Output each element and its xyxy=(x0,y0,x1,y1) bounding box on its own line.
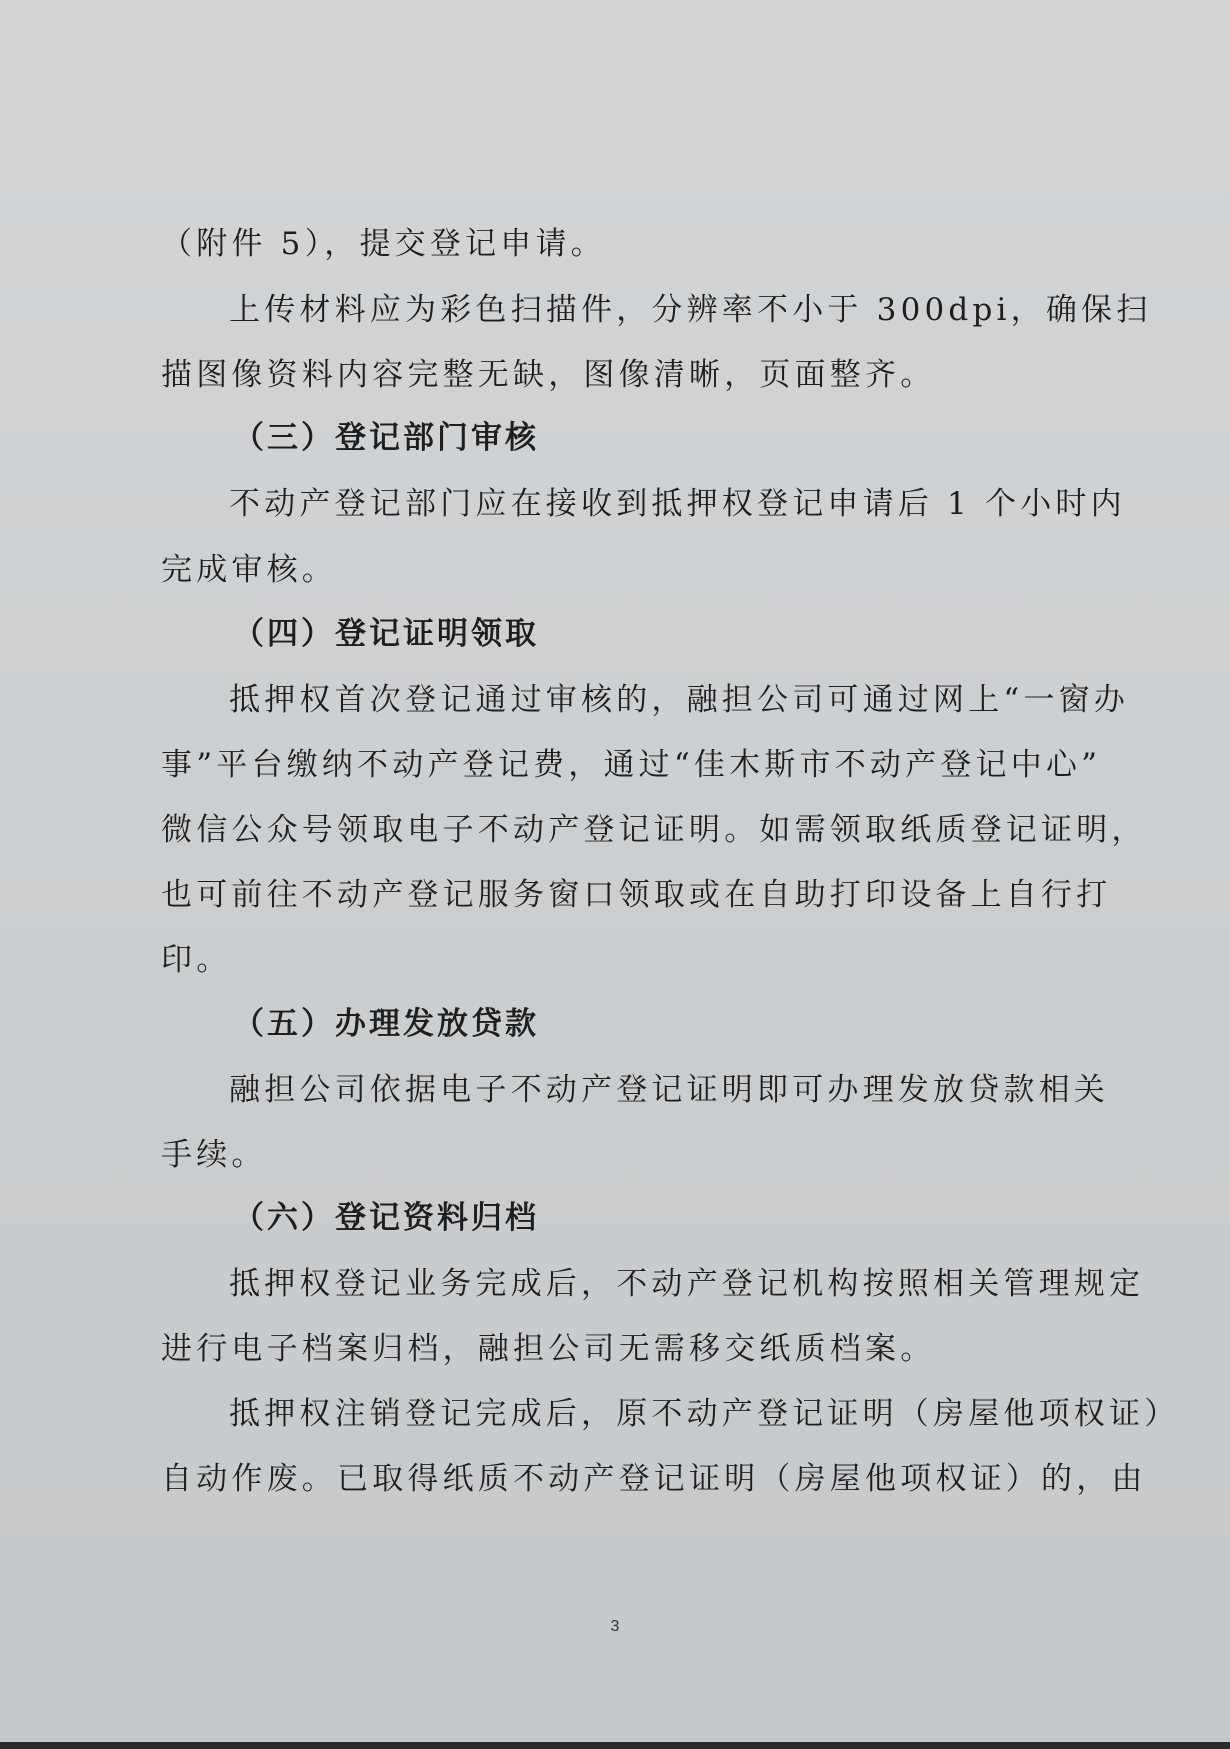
text-line: 也可前往不动产登记服务窗口领取或在自助打印设备上自行打 xyxy=(161,877,1112,913)
text-line: 完成审核。 xyxy=(161,552,337,588)
section-heading: （三）登记部门审核 xyxy=(233,420,539,456)
scan-edge xyxy=(0,1742,1230,1749)
section-heading: （四）登记证明领取 xyxy=(233,616,539,652)
text-line: 事”平台缴纳不动产登记费，通过“佳木斯市不动产登记中心” xyxy=(161,747,1102,783)
text-line: 上传材料应为彩色扫描件，分辨率不小于 300dpi，确保扫 xyxy=(229,292,1152,328)
text-line: 进行电子档案归档，融担公司无需移交纸质档案。 xyxy=(161,1331,936,1367)
page-number: 3 xyxy=(610,1618,620,1635)
text-line: 微信公众号领取电子不动产登记证明。如需领取纸质登记证明， xyxy=(161,812,1147,848)
text-line: 抵押权首次登记通过审核的，融担公司可通过网上“一窗办 xyxy=(229,682,1130,718)
text-line: 手续。 xyxy=(161,1137,267,1173)
section-heading: （五）办理发放贷款 xyxy=(233,1006,539,1042)
text-line: 抵押权注销登记完成后，原不动产登记证明（房屋他项权证） xyxy=(229,1396,1180,1432)
text-line: 描图像资料内容完整无缺，图像清晰，页面整齐。 xyxy=(161,357,936,393)
text-line: 抵押权登记业务完成后，不动产登记机构按照相关管理规定 xyxy=(229,1266,1145,1302)
text-line: 融担公司依据电子不动产登记证明即可办理发放贷款相关 xyxy=(229,1072,1109,1108)
text-line: 印。 xyxy=(161,942,232,978)
text-line: 自动作废。已取得纸质不动产登记证明（房屋他项权证）的，由 xyxy=(161,1461,1147,1497)
text-line: 不动产登记部门应在接收到抵押权登记申请后 1 个小时内 xyxy=(229,486,1126,522)
text-line: （附件 5），提交登记申请。 xyxy=(161,226,606,262)
section-heading: （六）登记资料归档 xyxy=(233,1200,539,1236)
